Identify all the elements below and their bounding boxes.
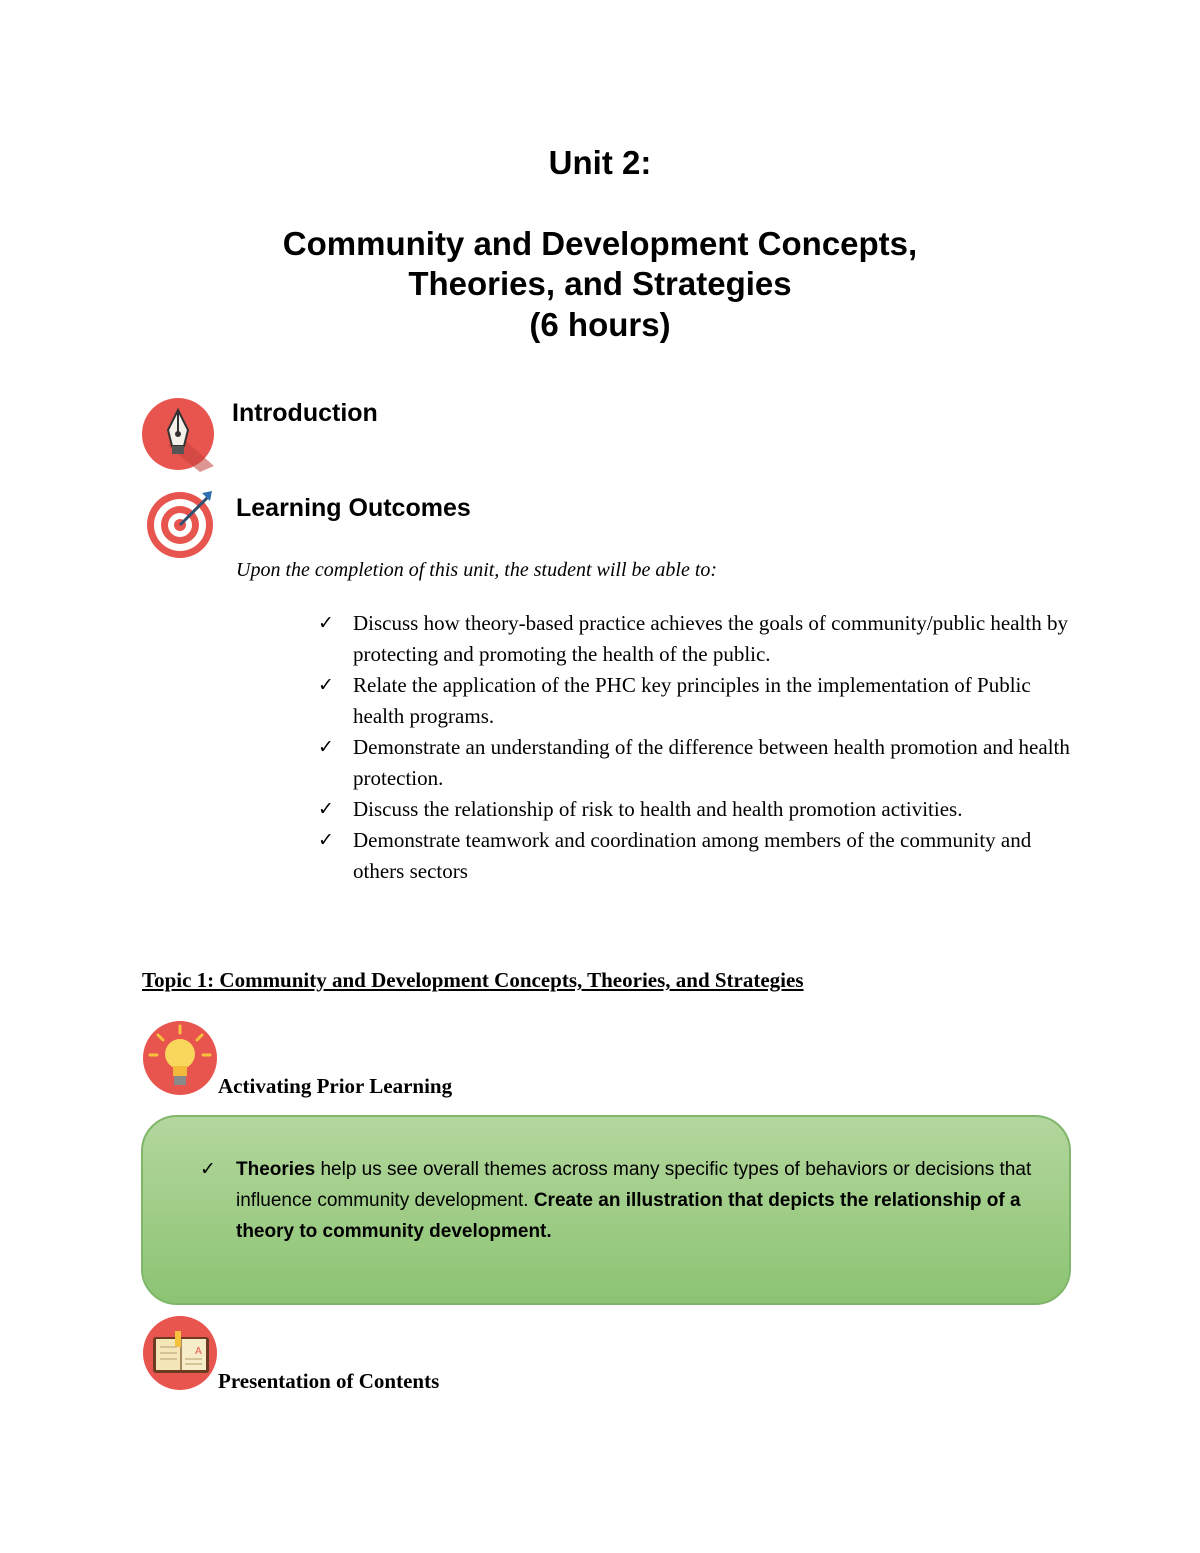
presentation-of-contents-heading: Presentation of Contents	[218, 1369, 440, 1393]
book-icon	[141, 1315, 219, 1391]
checkmark-icon: ✓	[318, 674, 334, 696]
learning-outcomes-heading: Learning Outcomes	[236, 494, 471, 522]
activating-prior-learning-heading: Activating Prior Learning	[218, 1074, 453, 1098]
outcomes-intro: Upon the completion of this unit, the student will be able to:	[236, 559, 718, 581]
unit-duration: (6 hours)	[529, 306, 671, 343]
list-item: ✓ Discuss how theory-based practice achieves the goals of community/public health by protecting and promoting the health of the public.	[318, 608, 1078, 670]
activity-text: ✓ Theories help us see overall themes across many specific types of behaviors or decisions that influence community development. Create an illustration that depicts the relationship of a theory to community development.	[200, 1154, 1050, 1247]
target-icon	[144, 487, 218, 561]
list-item: ✓ Discuss the relationship of risk to health and health promotion activities.	[318, 794, 1078, 825]
svg-text:A: A	[195, 1346, 202, 1357]
list-item: ✓ Demonstrate teamwork and coordination among members of the community and others sectors	[318, 825, 1078, 887]
lightbulb-icon	[141, 1020, 219, 1096]
checkmark-icon: ✓	[200, 1158, 216, 1180]
list-item: ✓ Demonstrate an understanding of the difference between health promotion and health protection.	[318, 732, 1078, 794]
unit-title-line1: Community and Development Concepts,	[282, 225, 918, 262]
unit-title-line2: Theories, and Strategies	[408, 265, 792, 302]
unit-number: Unit 2:	[548, 144, 652, 181]
outcomes-list	[318, 608, 1078, 887]
checkmark-icon: ✓	[318, 798, 334, 820]
checkmark-icon: ✓	[318, 829, 334, 851]
topic-heading: Topic 1: Community and Development Concepts, Theories, and Strategies	[142, 968, 804, 992]
checkmark-icon: ✓	[318, 612, 334, 634]
list-item: ✓ Relate the application of the PHC key principles in the implementation of Public health programs.	[318, 670, 1078, 732]
checkmark-icon: ✓	[318, 736, 334, 758]
introduction-heading: Introduction	[232, 399, 378, 427]
pen-nib-icon	[140, 396, 216, 472]
